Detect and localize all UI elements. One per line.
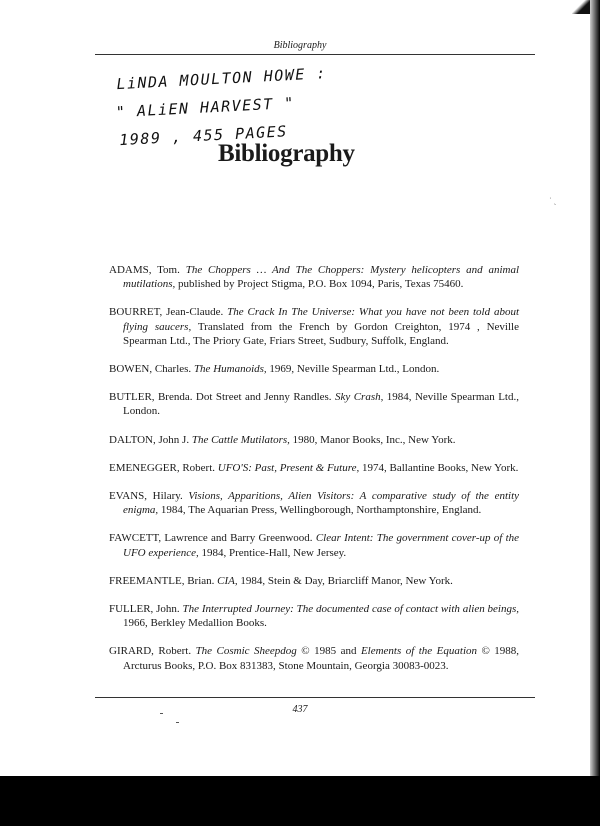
entry-author: EMENEGGER, Robert.: [109, 461, 216, 474]
entry-author: FAWCETT, Lawrence and Barry Greenwood.: [109, 532, 313, 545]
entry-publication: 1974, Ballantine Books, New York.: [361, 461, 519, 474]
stray-mark: ˙ ˎ: [549, 196, 557, 205]
entry-coauthors: Dot Street and Jenny Randles.: [195, 391, 332, 404]
handwritten-line-book: " ALiEN HARVEST ": [115, 93, 296, 122]
scan-speck: [160, 713, 163, 714]
bibliography-list: [109, 252, 519, 687]
entry-title: The Crack In The Universe: What you have not been told about flying saucers,: [123, 306, 519, 333]
scan-edge-bottom: [0, 776, 600, 826]
entry-author: ADAMS, Tom.: [109, 264, 180, 276]
footer-rule: [95, 697, 535, 698]
entry-title: The Cattle Mutilators,: [191, 433, 290, 446]
entry-publication: 1980, Manor Books, Inc., New York.: [292, 433, 456, 446]
entry-title: CIA,: [217, 574, 238, 587]
bibliography-entry: [109, 602, 519, 630]
entry-publication: published by Project Stigma, P.O. Box 1094, Paris, Texas 75460.: [178, 278, 464, 291]
entry-author: FREEMANTLE, Brian.: [109, 574, 215, 587]
entry-title: Sky Crash,: [335, 391, 384, 404]
scan-corner-shadow: [572, 0, 590, 14]
entry-author: BUTLER, Brenda.: [109, 391, 193, 404]
bibliography-entry: [109, 362, 519, 376]
entry-publication: © 1988, Arcturus Books, P.O. Box 831383, Stone Mountain, Georgia 30083-0023.: [123, 645, 520, 672]
header-rule: [95, 54, 535, 55]
bibliography-entry: [109, 433, 519, 447]
handwritten-line-author: LiNDA MOULTON HOWE :: [115, 64, 328, 94]
scan-speck: [176, 722, 179, 723]
bibliography-entry: [109, 390, 519, 418]
entry-publication: 1984, Neville Spearman Ltd., London.: [123, 391, 519, 418]
bibliography-entry: [109, 461, 519, 475]
bibliography-entry: [109, 531, 519, 559]
handwritten-line-pages: 1989 , 455 PAGES: [118, 122, 289, 150]
entry-author: GIRARD, Robert.: [109, 645, 192, 658]
entry-publication: 1984, The Aquarian Press, Wellingborough, Northamptonshire, England.: [160, 504, 482, 517]
entry-title: The Humanoids,: [193, 363, 267, 376]
scan-edge-right: [590, 0, 600, 826]
entry-title: Visions, Apparitions, Alien Visitors: A comparative study of the entity enigma,: [123, 490, 520, 517]
bibliography-entry: [109, 263, 519, 291]
running-head: Bibliography: [273, 40, 327, 51]
handwritten-note: [100, 62, 364, 150]
bibliography-entry: [109, 644, 519, 672]
entry-title: UFO'S: Past, Present & Future,: [217, 461, 360, 474]
entry-author: DALTON, John J.: [109, 433, 190, 446]
entry-publication: 1969, Neville Spearman Ltd., London.: [269, 363, 440, 376]
entry-author: EVANS, Hilary.: [109, 490, 183, 503]
bibliography-entry: [109, 574, 519, 588]
entry-copyright: © 1985 and: [301, 645, 357, 658]
entry-title: The Cosmic Sheepdog: [195, 645, 297, 658]
entry-publication: Translated from the French by Gordon Creighton, 1974 , Neville Spearman Ltd., The Priory Gate, Friars Street, Sudbury, Suffolk, England.: [123, 320, 519, 347]
page-number: 437: [292, 704, 308, 715]
entry-author: BOURRET, Jean-Claude.: [109, 306, 224, 319]
entry-publication: 1984, Prentice-Hall, New Jersey.: [201, 546, 347, 559]
page-title: Bibliography: [218, 140, 355, 167]
entry-author: BOWEN, Charles.: [109, 363, 192, 376]
entry-publication: 1966, Berkley Medallion Books.: [123, 617, 267, 630]
entry-title-second: Elements of the Equation: [360, 645, 477, 658]
entry-publication: 1984, Stein & Day, Briarcliff Manor, New York.: [240, 574, 453, 587]
entry-title: The Choppers … And The Choppers: Mystery helicopters and animal mutilations,: [123, 264, 520, 291]
entry-author: FULLER, John.: [109, 603, 180, 616]
bibliography-entry: [109, 305, 519, 348]
entry-title: Clear Intent: The government cover-up of the UFO experience,: [123, 532, 520, 559]
bibliography-entry: [109, 489, 519, 517]
entry-title: The Interrupted Journey: The documented case of contact with alien beings,: [182, 603, 519, 616]
